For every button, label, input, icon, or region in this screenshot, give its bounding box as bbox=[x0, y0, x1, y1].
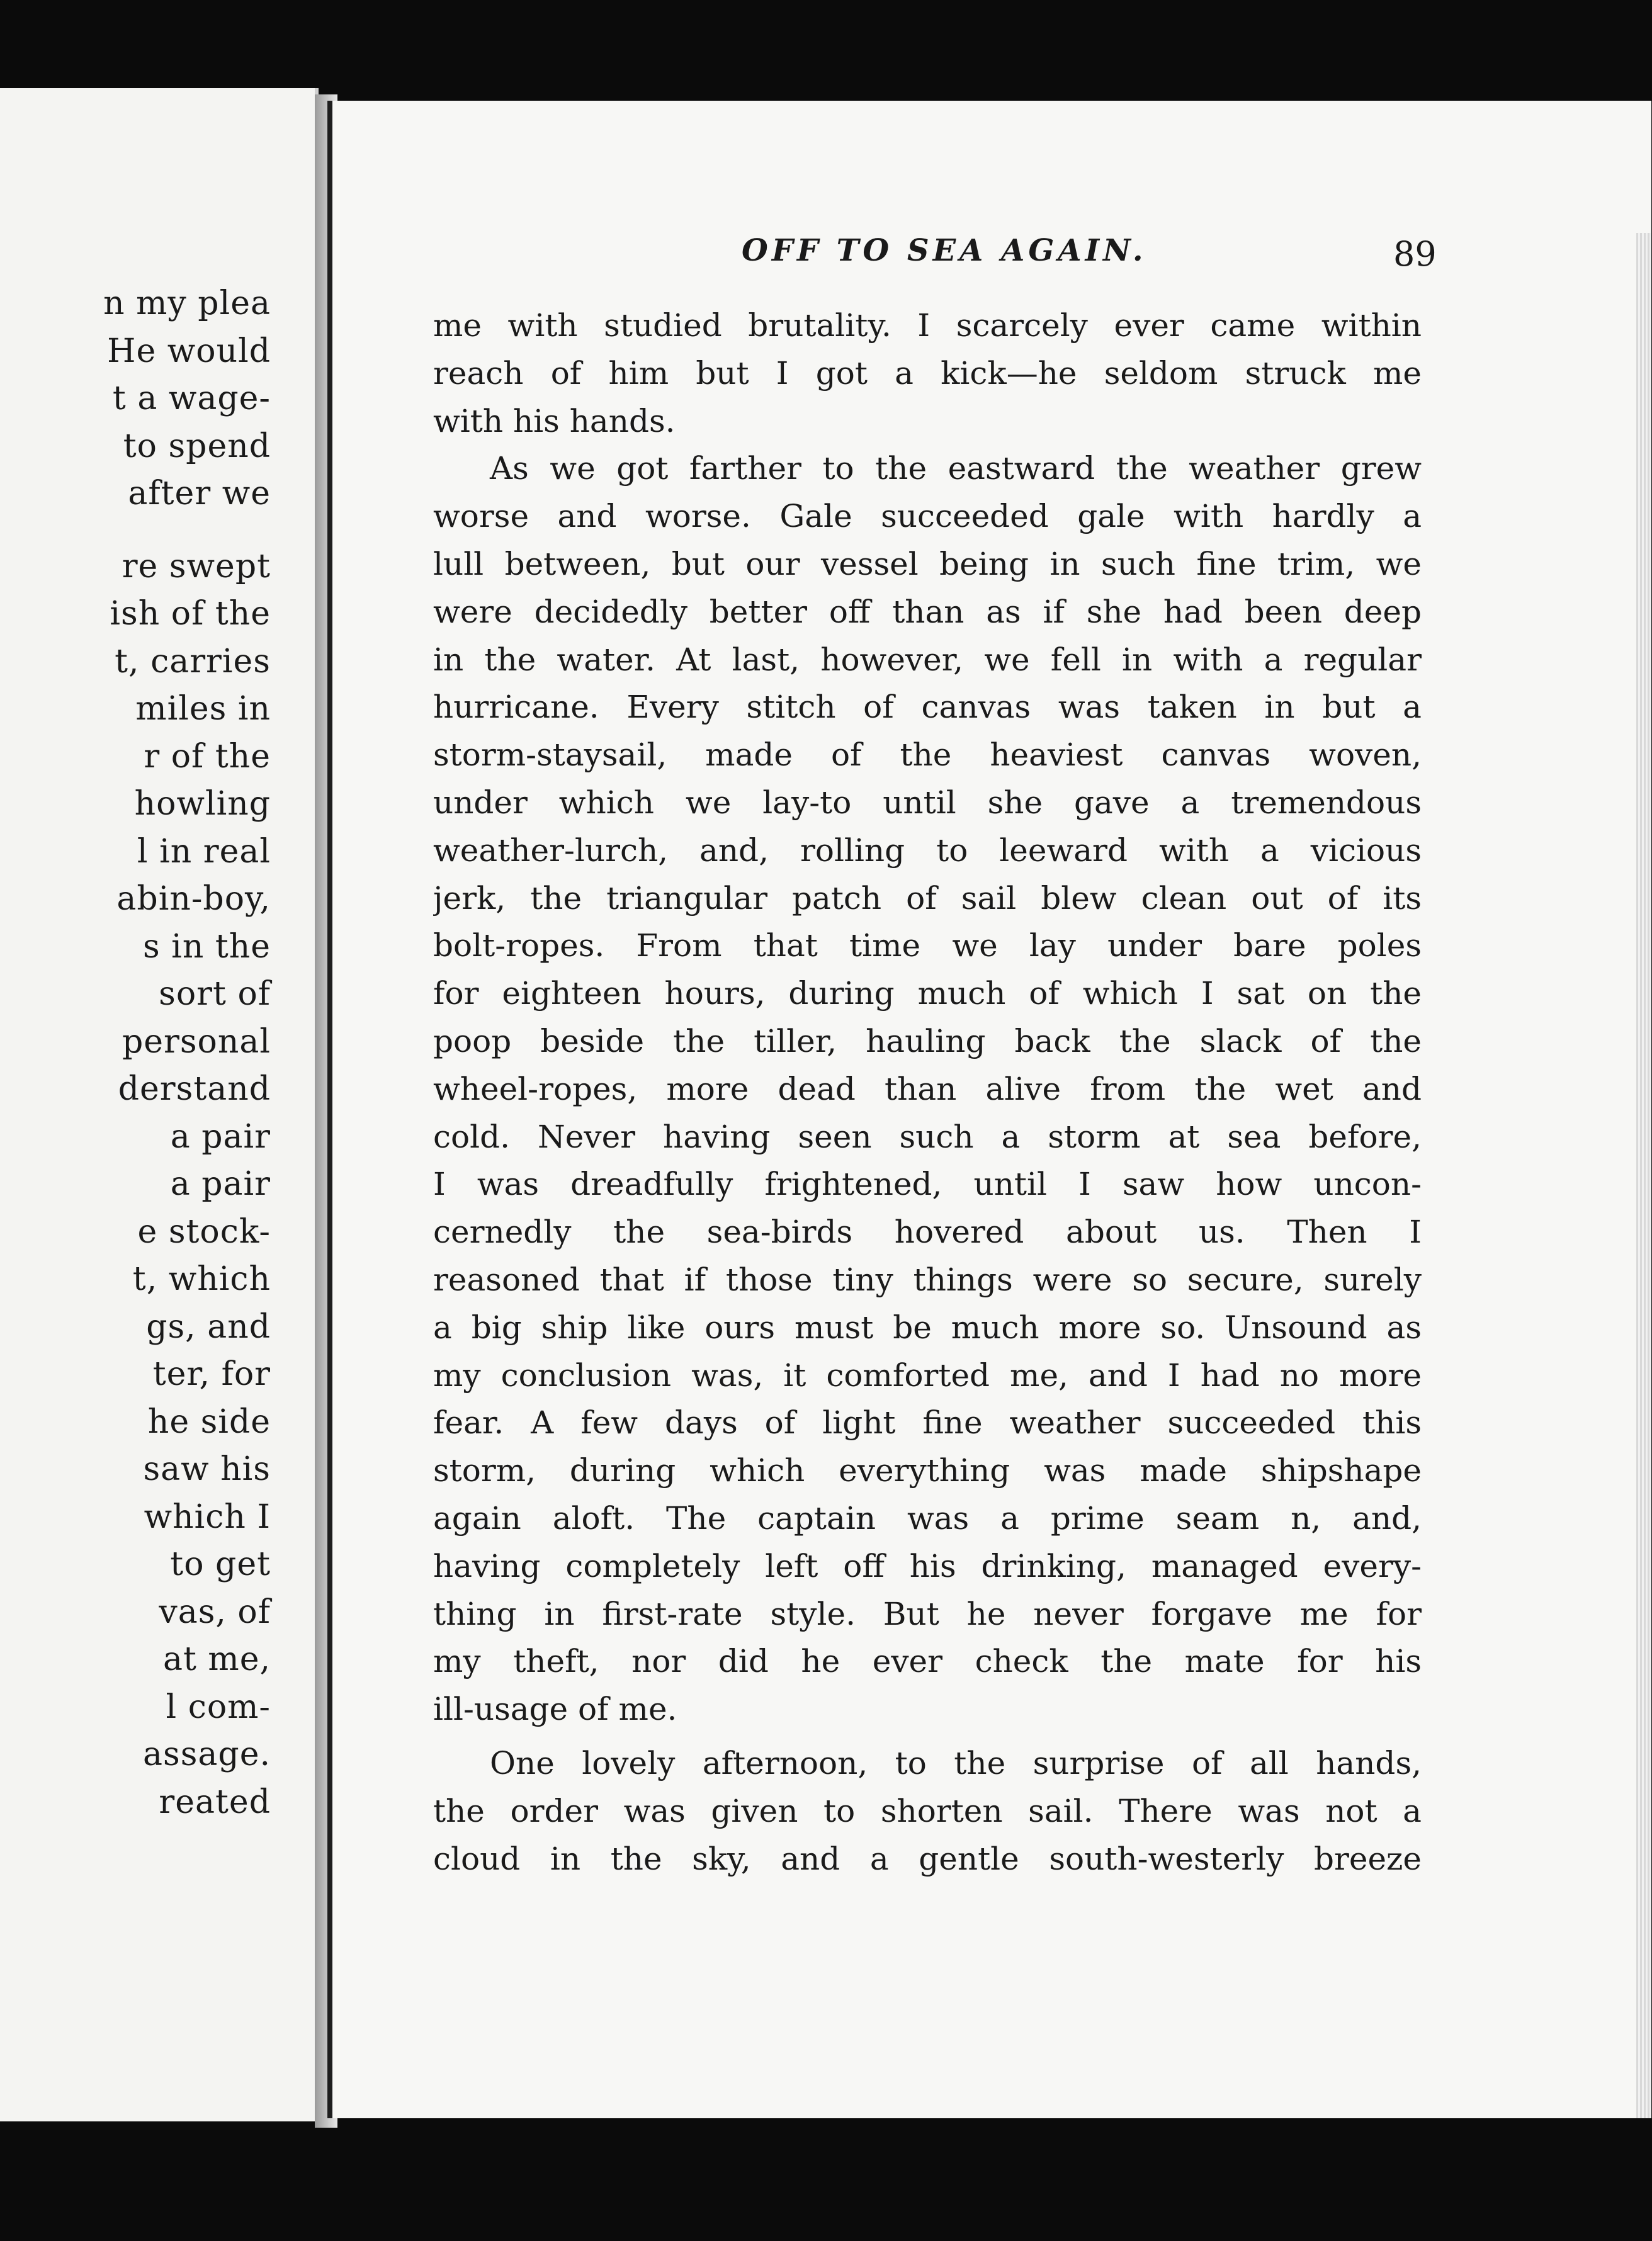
body-text bbox=[433, 302, 1422, 1883]
left-page-text bbox=[0, 280, 271, 1826]
text-line: storm-staysail, made of the heaviest canvas woven, bbox=[433, 737, 1422, 774]
left-line: a pair bbox=[170, 1165, 271, 1203]
text-line: under which we lay-to until she gave a tremendous bbox=[433, 784, 1422, 821]
text-line: in the water. At last, however, we fell in with a regular bbox=[433, 641, 1422, 678]
left-line: t a wage- bbox=[112, 380, 271, 417]
left-line: sort of bbox=[159, 975, 271, 1013]
running-head: OFF TO SEA AGAIN. bbox=[742, 233, 1147, 268]
page-edge bbox=[1636, 233, 1651, 2118]
text-line: my theft, nor did he ever check the mate for his bbox=[433, 1643, 1422, 1680]
text-line: cold. Never having seen such a storm at sea before, bbox=[433, 1118, 1422, 1155]
text-line: As we got farther to the eastward the weather grew bbox=[490, 450, 1422, 487]
text-line: with his hands. bbox=[433, 402, 676, 439]
left-page bbox=[0, 88, 319, 2121]
left-line: which I bbox=[144, 1498, 271, 1536]
left-line: personal bbox=[122, 1022, 271, 1061]
text-line: fear. A few days of light fine weather succeeded this bbox=[433, 1404, 1422, 1442]
text-line: a big ship like ours must be much more so. Unsound as bbox=[433, 1309, 1422, 1346]
text-line: One lovely afternoon, to the surprise of all hands, bbox=[490, 1744, 1422, 1781]
right-page bbox=[327, 101, 1651, 2118]
page-number: 89 bbox=[1393, 234, 1437, 274]
left-line: gs, and bbox=[146, 1307, 271, 1346]
left-line: s in the bbox=[142, 927, 271, 966]
left-line: saw his bbox=[143, 1450, 271, 1488]
text-line: cloud in the sky, and a gentle south-westerly breeze bbox=[433, 1840, 1422, 1877]
text-line: weather-lurch, and, rolling to leeward with a vicious bbox=[433, 832, 1422, 869]
text-line: poop beside the tiller, hauling back the slack of the bbox=[433, 1022, 1422, 1059]
left-line: ish of the bbox=[110, 595, 271, 633]
left-line: t, carries bbox=[115, 642, 271, 680]
text-line: reach of him but I got a kick—he seldom struck me bbox=[433, 354, 1422, 392]
left-line: re swept bbox=[122, 547, 271, 585]
left-line: He would bbox=[107, 332, 271, 370]
left-line: t, which bbox=[132, 1260, 271, 1298]
text-line: thing in first-rate style. But he never forgave me for bbox=[433, 1595, 1422, 1632]
left-line: vas, of bbox=[159, 1593, 271, 1631]
text-line: ill-usage of me. bbox=[433, 1691, 677, 1728]
left-line: to get bbox=[170, 1545, 271, 1583]
left-line: a pair bbox=[170, 1117, 271, 1156]
text-line: the order was given to shorten sail. There was not a bbox=[433, 1792, 1422, 1829]
left-line: e stock- bbox=[137, 1212, 271, 1251]
left-line: miles in bbox=[135, 690, 271, 728]
left-line: derstand bbox=[118, 1070, 271, 1108]
text-line: were decidedly better off than as if she had been deep bbox=[433, 593, 1422, 630]
text-line: wheel-ropes, more dead than alive from the wet and bbox=[433, 1070, 1422, 1107]
text-line: me with studied brutality. I scarcely ever came within bbox=[433, 307, 1422, 344]
text-line: having completely left off his drinking, managed every- bbox=[433, 1547, 1422, 1584]
text-line: I was dreadfully frightened, until I saw how uncon- bbox=[433, 1166, 1422, 1203]
left-line: after we bbox=[128, 475, 271, 512]
left-line: to spend bbox=[123, 427, 271, 465]
text-line: again aloft. The captain was a prime seam n, and, bbox=[433, 1499, 1422, 1537]
text-line: cernedly the sea-birds hovered about us. Then I bbox=[433, 1214, 1422, 1251]
text-line: lull between, but our vessel being in such fine trim, we bbox=[433, 545, 1422, 582]
left-line: assage. bbox=[143, 1736, 271, 1773]
text-line: storm, during which everything was made shipshape bbox=[433, 1452, 1422, 1489]
left-line: he side bbox=[147, 1403, 271, 1441]
left-line: reated bbox=[159, 1783, 271, 1821]
left-line: l in real bbox=[137, 832, 271, 871]
left-line: ter, for bbox=[152, 1355, 271, 1393]
left-line: howling bbox=[134, 785, 271, 823]
text-line: bolt-ropes. From that time we lay under bare poles bbox=[433, 927, 1422, 964]
left-line: at me, bbox=[162, 1640, 271, 1678]
left-line: r of the bbox=[144, 737, 271, 776]
text-line: jerk, the triangular patch of sail blew clean out of its bbox=[433, 879, 1422, 917]
left-line: l com- bbox=[166, 1688, 271, 1726]
text-line: my conclusion was, it comforted me, and I had no more bbox=[433, 1357, 1422, 1394]
text-line: worse and worse. Gale succeeded gale with hardly a bbox=[433, 498, 1422, 535]
left-line: abin-boy, bbox=[116, 880, 271, 918]
left-line: n my plea bbox=[103, 285, 271, 322]
text-line: hurricane. Every stitch of canvas was taken in but a bbox=[433, 689, 1422, 726]
text-line: for eighteen hours, during much of which I sat on the bbox=[433, 975, 1422, 1012]
text-line: reasoned that if those tiny things were so secure, surely bbox=[433, 1261, 1422, 1298]
